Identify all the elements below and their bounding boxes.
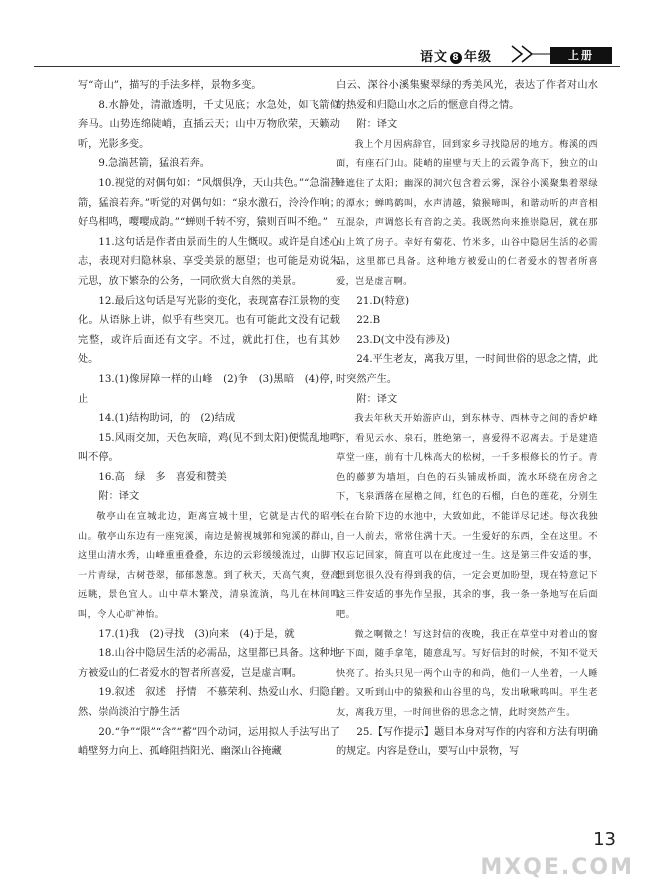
answer-paragraph: 23.D(文中没有涉及) xyxy=(356,334,450,346)
answer-paragraph: 写“奇山”，描写的手法多样，景物多变。 xyxy=(78,80,262,91)
site-watermark xyxy=(446,812,646,882)
answer-paragraph: 我上个月因病辞官，回到家乡寻找隐居的地方。梅溪的西面，有座石门山。陡峭的崖壁与天上的云霞争高下，独立的山峰遮住了太阳；幽深的洞穴包含着云雾，深谷小溪聚集着翠绿的潭水；蝉鸣鹤叫，水声清越，猿猴啼叫，和谐动听的声音相互混杂，声调悠长有音韵之美。我既然向来推崇隐居，就在那山上筑了房子。幸好有菊花、竹米多，山谷中隐居生活的必需品，这里都已具备。这种地方被爱山的仁者爱水的智者所喜爱，岂是虚言啊。 xyxy=(336,138,598,287)
answer-paragraph: 12.最后这句话是写光影的变化，表现富春江景物的变化。从语脉上讲，似乎有些突兀。也有可能此文没有记载完整，或许后面还有文字。不过，就此打住，也有其妙处。 xyxy=(78,295,340,366)
answer-paragraph: 20.“争”“限”“含”“蓄”四个动词，运用拟人手法写出了峭壁努力向上、孤峰阻挡阳光、幽深山谷掩藏 xyxy=(78,726,340,758)
answer-paragraph: 附：译文 xyxy=(98,491,140,503)
double-chevron-icon xyxy=(508,44,552,64)
right-answer-column xyxy=(336,76,598,762)
answer-paragraph: 13.(1)像屏障一样的山峰 (2)争 (3)黑暗 (4)停，止 xyxy=(78,373,340,405)
answer-paragraph: 14.(1)结构助词，的 (2)结成 xyxy=(98,413,236,425)
answer-paragraph: 18.山谷中隐居生活的必需品，这里都已具备。这种地方被爱山的仁者爱水的智者所喜爱，岂是虚言啊。 xyxy=(78,648,340,679)
subject-prefix: 语文 xyxy=(420,50,449,65)
answer-paragraph: 15.风雨交加，天色灰暗，鸡(见不到太阳)便慌乱地鸣叫不停。 xyxy=(78,432,340,464)
grade-badge: 8 xyxy=(450,52,462,64)
header-divider xyxy=(34,66,620,67)
answer-paragraph: 22.B xyxy=(356,315,381,327)
answer-paragraph: 16.高 绿 多 喜爱和赞美 xyxy=(98,471,227,483)
answer-paragraph: 25.【写作提示】题目本身对写作的内容和方法有明确的规定。内容是登山，要写山中景物，写 xyxy=(336,726,598,758)
answer-paragraph: 白云、深谷小溪集聚翠绿的秀美风光，表达了作者对山水的热爱和归隐山水之后的惬意自得之情。 xyxy=(336,80,598,111)
grade-suffix: 年级 xyxy=(464,50,493,65)
answer-paragraph: 微之啊微之！写这封信的夜晚，我正在草堂中对着山的窗子下面，随手拿笔，随意乱写。写好信封的时候，不知不觉天快亮了。抬头只见一两个山寺的和尚，他们一人坐着，一人睡着。又听到山中的猿猴和山谷里的鸟，发出啾啾鸣叫。平生老友，离我万里，一时间世俗的思念之情，此时突然产生。 xyxy=(336,628,598,718)
answer-paragraph: 21.D(特意) xyxy=(356,295,410,307)
page-number: 13 xyxy=(593,829,616,850)
answer-paragraph: 19.叙述 叙述 抒情 不慕荣利、热爱山水、归隐自然、崇尚淡泊宁静生活 xyxy=(78,687,340,718)
answer-paragraph: 9.急湍甚箭，猛浪若奔。 xyxy=(98,158,210,170)
answer-paragraph: 敬亭山在宣城北边，距离宣城十里，它就是古代的昭亭山。敬亭山东边有一座宛溪，南边是俯视城郭和宛溪的群山，这里山清水秀，山峰重重叠叠，东边的云彩缓缓流过，山脚下一片青绿，古树苍翠，郁郁葱葱。到了秋天，天高气爽，登高远眺，景色宜人。山中草木繁茂，清泉流淌，鸟儿在林间鸣叫，令人心旷神怡。 xyxy=(78,511,340,621)
volume-tab: 上册 xyxy=(550,47,612,64)
answer-paragraph: 附：译文 xyxy=(356,119,398,131)
watermark-text: MXQE.COM xyxy=(480,855,634,880)
answer-paragraph: 24.平生老友，离我万里，一时间世俗的思念之情，此时突然产生。 xyxy=(336,354,598,385)
answer-paragraph: 10.视觉的对偶句如：“风烟俱净，天山共色。”“急湍甚箭，猛浪若奔。”听觉的对偶句如：“泉水激石，泠泠作响；好鸟相鸣，嘤嘤成韵。”“蝉则千转不穷，猿则百叫不绝。” xyxy=(78,177,340,229)
answer-paragraph: 11.这句话是作者由景而生的人生慨叹。或许是自述心志，表现对归隐林泉、享受美景的愿望；也可能是劝说朱元思，放下繁杂的公务，一同欣赏大自然的美景。 xyxy=(78,236,340,287)
answer-paragraph: 8.水静处，清澈透明，千丈见底；水急处，如飞箭似奔马。山势连绵陡峭，直插云天；山中万物欣荣，天籁动听，光影多变。 xyxy=(78,99,340,150)
answer-paragraph: 17.(1)我 (2)寻找 (3)向来 (4)于是，就 xyxy=(98,628,295,640)
subject-grade-label xyxy=(420,46,492,65)
answer-paragraph: 附：译文 xyxy=(356,393,398,405)
answer-paragraph: 我去年秋天开始游庐山，到东林寺、西林寺之间的香炉峰下，看见云水、泉石，胜绝第一，喜爱得不忍离去。于是建造草堂一座，前有十几株高大的松树，一千多根修长的竹子。青色的藤萝为墙垣，白色的石头铺成桥面，流水环绕在房舍之下，飞泉洒落在屋檐之间，红色的石榴，白色的莲花，分别生长在台阶下边的水池中，大致如此，不能详尽记述。每次我独自一人前去，常常住满十天。一生爱好的东西，全在这里。不仅忘记回家，简直可以在此度过一生。这是第三件安适的事，想到您很久没有得到我的信，一定会更加盼望，现在特意记下这三件安适的事先作呈报，其余的事，我一条一条地写在后面吧。 xyxy=(336,413,598,621)
left-answer-column xyxy=(78,76,340,762)
